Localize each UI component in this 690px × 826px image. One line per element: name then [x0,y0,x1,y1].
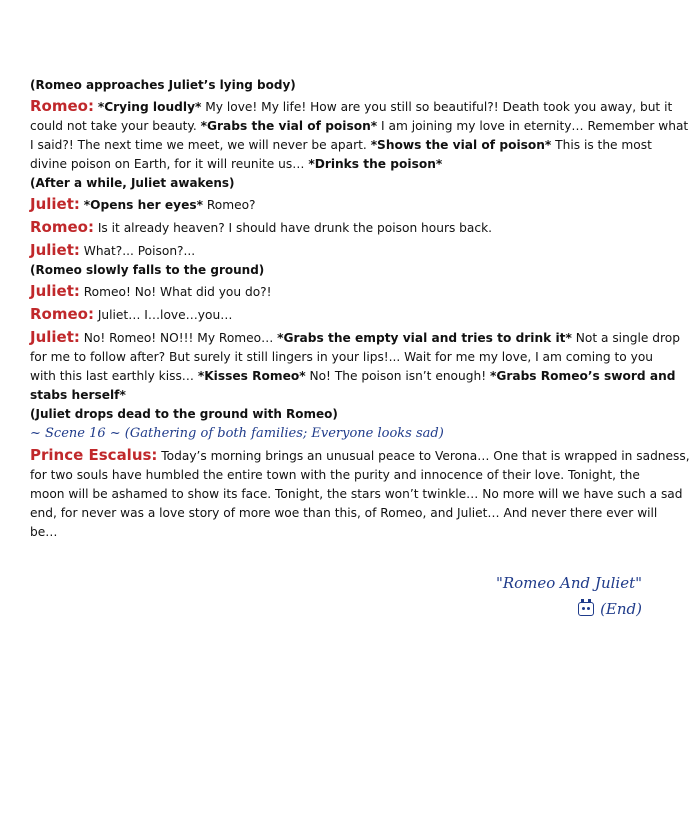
direction-text: (After a while, Juliet awakens) [30,176,235,190]
line-text: What?... Poison?... [79,244,196,258]
line-text: Is it already heaven? I should have drunk the poison hours back. [93,221,493,235]
speaker-name: Romeo: [30,218,94,236]
line-text: for me to follow after? But surely it still lingers in your lips!... Wait for me my love, I am coming to you [30,350,654,364]
action-text: *Shows the vial of poison* [370,138,552,152]
line-text: This is the most [551,138,652,152]
speaker-name: Juliet: [30,328,80,346]
line-text: be… [30,525,58,539]
speaker-name: Prince Escalus: [30,446,158,464]
end-title [496,574,642,592]
line-text: Romeo! No! What did you do?! [79,285,272,299]
speaker-name: Juliet: [30,282,80,300]
speaker-name: Juliet: [30,195,80,213]
scene-text: ~ Scene 16 ~ (Gathering of both families; Everyone looks sad) [30,426,444,441]
stage-direction [30,76,670,95]
dialogue-line [30,136,670,155]
line-text: moon will be ashamed to show its face. Tonight, the stars won’t twinkle… No more will we have such a sad [30,487,683,501]
dialogue-line [30,328,680,348]
end-mark [578,600,642,618]
line-text: I said?! The next time we meet, we will never be apart. [30,138,371,152]
line-text: I am joining my love in eternity… Remember what [377,119,689,133]
line-text: for two souls have humbled the entire town with the purity and innocence of their love. Tonight, the [30,468,640,482]
action-text: *Grabs Romeo’s sword and [489,369,676,383]
end-title-text: "Romeo And Juliet" [495,574,642,592]
dialogue-line [30,466,670,485]
line-text: No! The poison isn’t enough! [305,369,490,383]
action-text: stabs herself* [30,388,126,402]
speaker-name: Romeo: [30,97,94,115]
dialogue-line [30,523,670,542]
dialogue-line [30,446,690,466]
dialogue-line [30,282,670,302]
direction-text: (Juliet drops dead to the ground with Romeo) [30,407,338,421]
action-text: *Opens her eyes* [83,198,203,212]
direction-text: (Romeo approaches Juliet’s lying body) [30,78,296,92]
castle-icon [578,602,594,616]
line-text: divine poison on Earth, for it will reunite us… [30,157,309,171]
dialogue-line [30,241,670,261]
dialogue-line [30,195,670,215]
line-text: Today’s morning brings an unusual peace to Verona… One that is wrapped in sadness, [157,449,690,463]
speaker-name: Romeo: [30,305,94,323]
line-text: Not a single drop [571,331,680,345]
direction-text: (Romeo slowly falls to the ground) [30,263,265,277]
line-text: end, for never was a love story of more woe than this, of Romeo, and Juliet… And never there ever will [30,506,658,520]
line-text: with this last earthly kiss… [30,369,198,383]
line-text: could not take your beauty. [30,119,201,133]
end-mark-text: (End) [600,600,642,618]
dialogue-line [30,97,673,117]
line-text: No! Romeo! NO!!! My Romeo… [79,331,278,345]
dialogue-line [30,218,670,238]
stage-direction [30,174,670,193]
action-text: *Drinks the poison* [308,157,443,171]
action-text: *Grabs the vial of poison* [200,119,378,133]
scene-heading [30,424,670,444]
dialogue-line [30,504,670,523]
dialogue-line [30,305,670,325]
speaker-name: Juliet: [30,241,80,259]
line-text: Juliet… I…love…you… [93,308,233,322]
action-text: *Grabs the empty vial and tries to drink it* [277,331,572,345]
dialogue-line [30,367,676,386]
stage-direction [30,405,670,424]
dialogue-line [30,155,670,174]
stage-direction [30,261,670,280]
dialogue-line [30,348,670,367]
dialogue-line [30,485,683,504]
action-text: *Kisses Romeo* [197,369,306,383]
line-text: Romeo? [202,198,256,212]
action-text: *Crying loudly* [97,100,202,114]
line-text: My love! My life! How are you still so beautiful?! Death took you away, but it [201,100,673,114]
dialogue-line [30,386,670,405]
script-page [30,76,690,542]
dialogue-line [30,117,689,136]
